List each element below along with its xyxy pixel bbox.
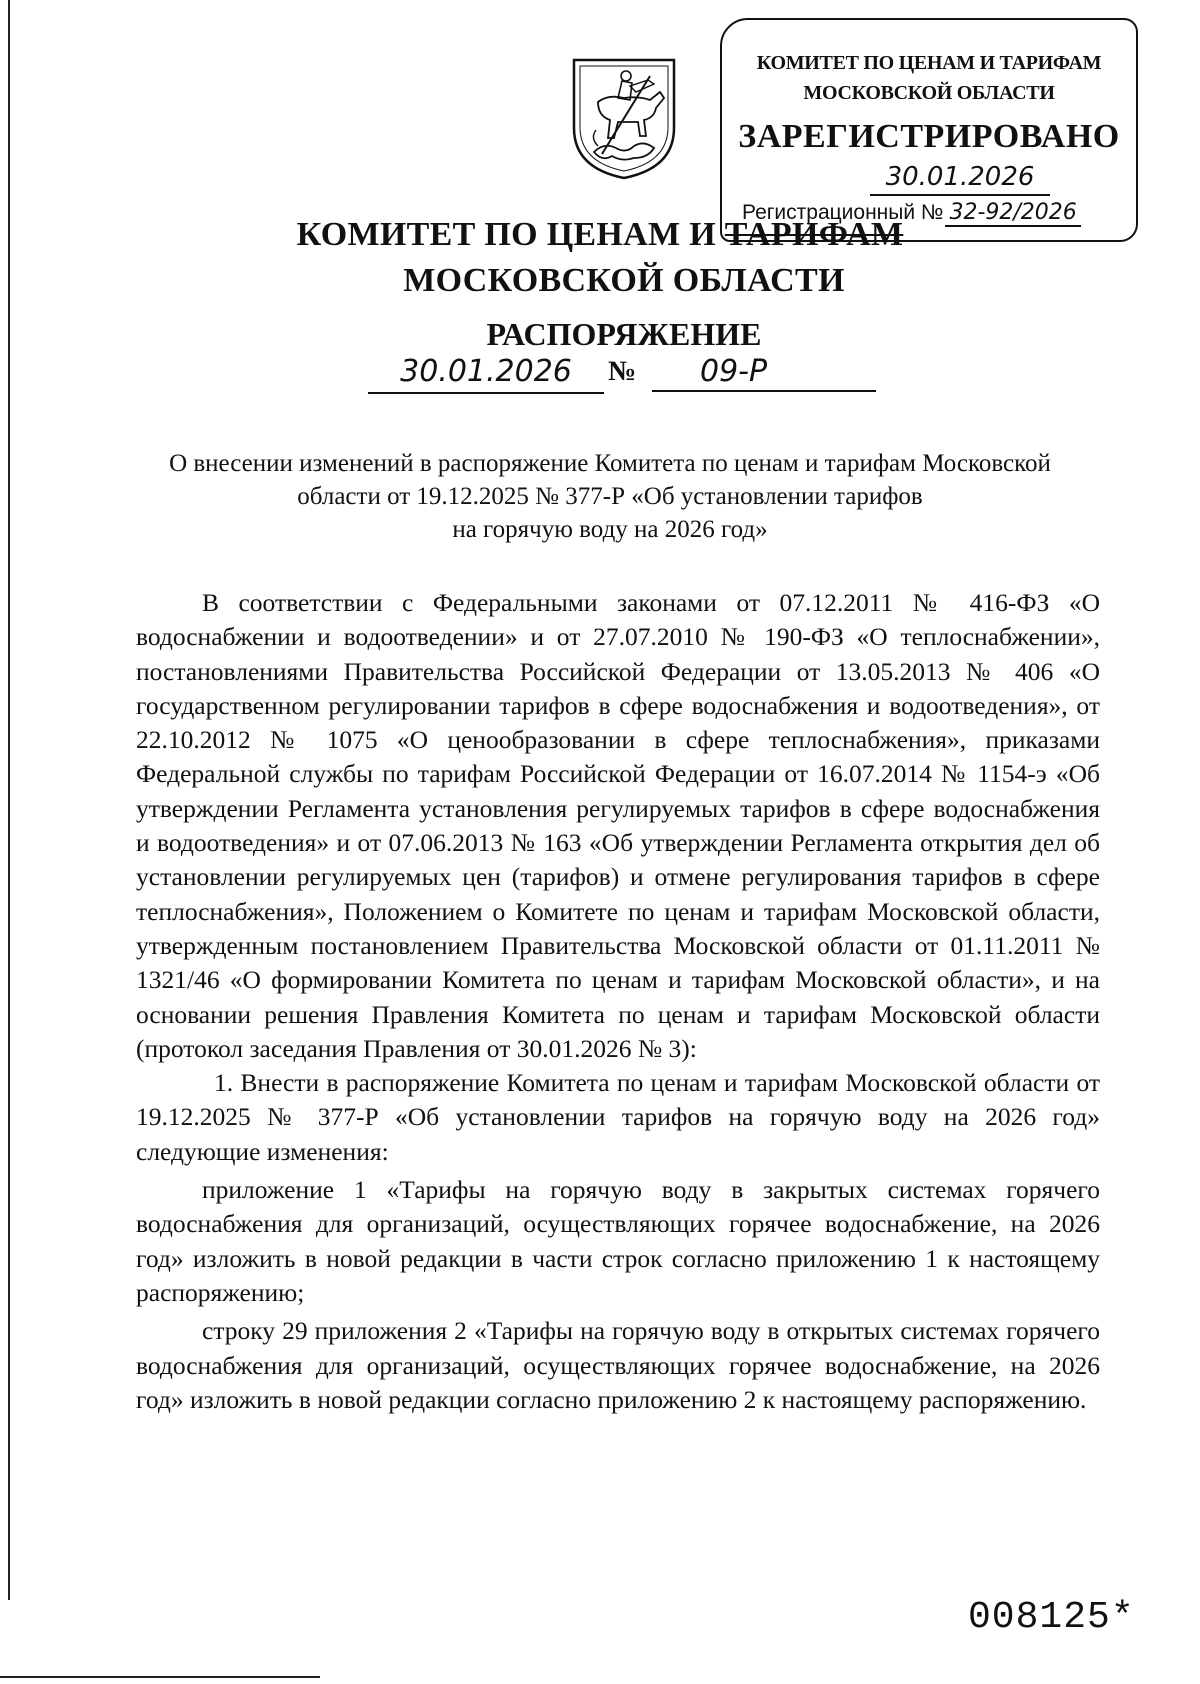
serial-number: 008125*	[968, 1596, 1135, 1639]
org-title-line1-start: КОМИТЕТ ПО ЦЕНАМ И	[296, 216, 725, 253]
subitem-appendix-1: приложение 1 «Тарифы на горячую воду в закрытых системах горячего водоснабжения для организаций, осуществляющих горячее водоснабжение, на 2026 год» изложить в новой редакции в части строк согласно приложению 1 к настоящему распоряжению;	[136, 1175, 1100, 1307]
org-title-line1	[0, 216, 1200, 254]
scan-bottom-line	[0, 1676, 320, 1678]
org-title-line2: МОСКОВСКОЙ ОБЛАСТИ	[403, 262, 845, 299]
coat-of-arms-emblem	[568, 50, 680, 180]
item-1-paragraph: 1. Внести в распоряжение Комитета по ценам и тарифам Московской области от 19.12.2025 № 377-Р «Об установлении тарифов на горячую воду на 2026 год» следующие изменения:	[136, 1068, 1100, 1166]
subject-line3: на горячую воду на 2026 год»	[452, 516, 768, 543]
document-subject	[110, 447, 1110, 546]
subject-line1: О внесении изменений в распоряжение Комитета по ценам и тарифам Московской	[169, 450, 1051, 477]
stamp-status: ЗАРЕГИСТРИРОВАНО	[738, 118, 1120, 155]
stamp-reg-number: 32-92/2026	[945, 200, 1080, 227]
org-title-line1-end: ТАРИФАМ	[724, 216, 904, 253]
stamp-org-line2: МОСКОВСКОЙ ОБЛАСТИ	[803, 82, 1055, 104]
subitem-appendix-2: строку 29 приложения 2 «Тарифы на горячую воду в открытых системах горячего водоснабжения для организаций, осуществляющих горячее водоснабжение, на 2026 год» изложить в новой редакции согласно приложению 2 к настоящему распоряжению.	[136, 1316, 1100, 1414]
document-type: РАСПОРЯЖЕНИЕ	[486, 316, 762, 352]
document-body	[136, 586, 1100, 1417]
registration-stamp	[720, 18, 1138, 242]
document-date: 30.01.2026	[368, 352, 604, 394]
stamp-date: 30.01.2026	[870, 160, 1050, 196]
document-number: 09-Р	[652, 352, 876, 392]
document-number-label: №	[608, 356, 637, 387]
stamp-reg-label: Регистрационный №	[742, 201, 944, 224]
preamble-paragraph: В соответствии с Федеральными законами от 07.12.2011 № 416-ФЗ «О водоснабжении и водоотведении» и от 27.07.2010 № 190-ФЗ «О теплоснабжении», постановлениями Правительства Российской Федерации от 13.05.2013 № 406 «О государственном регулировании тарифов в сфере водоснабжения и водоотведения», от 22.10.2012 № 1075 «О ценообразовании в сфере теплоснабжения», приказами Федеральной службы по тарифам Российской Федерации от 16.07.2014 № 1154-э «Об утверждении Регламента установления регулируемых тарифов в сфере водоснабжения и водоотведения» и от 07.06.2013 № 163 «Об утверждении Регламента открытия дел об установлении регулируемых цен (тарифов) и отмене регулирования тарифов в сфере теплоснабжения», Положением о Комитете по ценам и тарифам Московской области, утвержденным постановлением Правительства Московской области от 01.11.2011 № 1321/46 «О формировании Комитета по ценам и тарифам Московской области», и на основании решения Правления Комитета по ценам и тарифам Московской области (протокол заседания Правления от 30.01.2026 № 3):	[136, 588, 1100, 1063]
subject-line2: области от 19.12.2025 № 377-Р «Об установлении тарифов	[297, 483, 923, 510]
stamp-org-line1: КОМИТЕТ ПО ЦЕНАМ И ТАРИФАМ	[756, 52, 1102, 74]
